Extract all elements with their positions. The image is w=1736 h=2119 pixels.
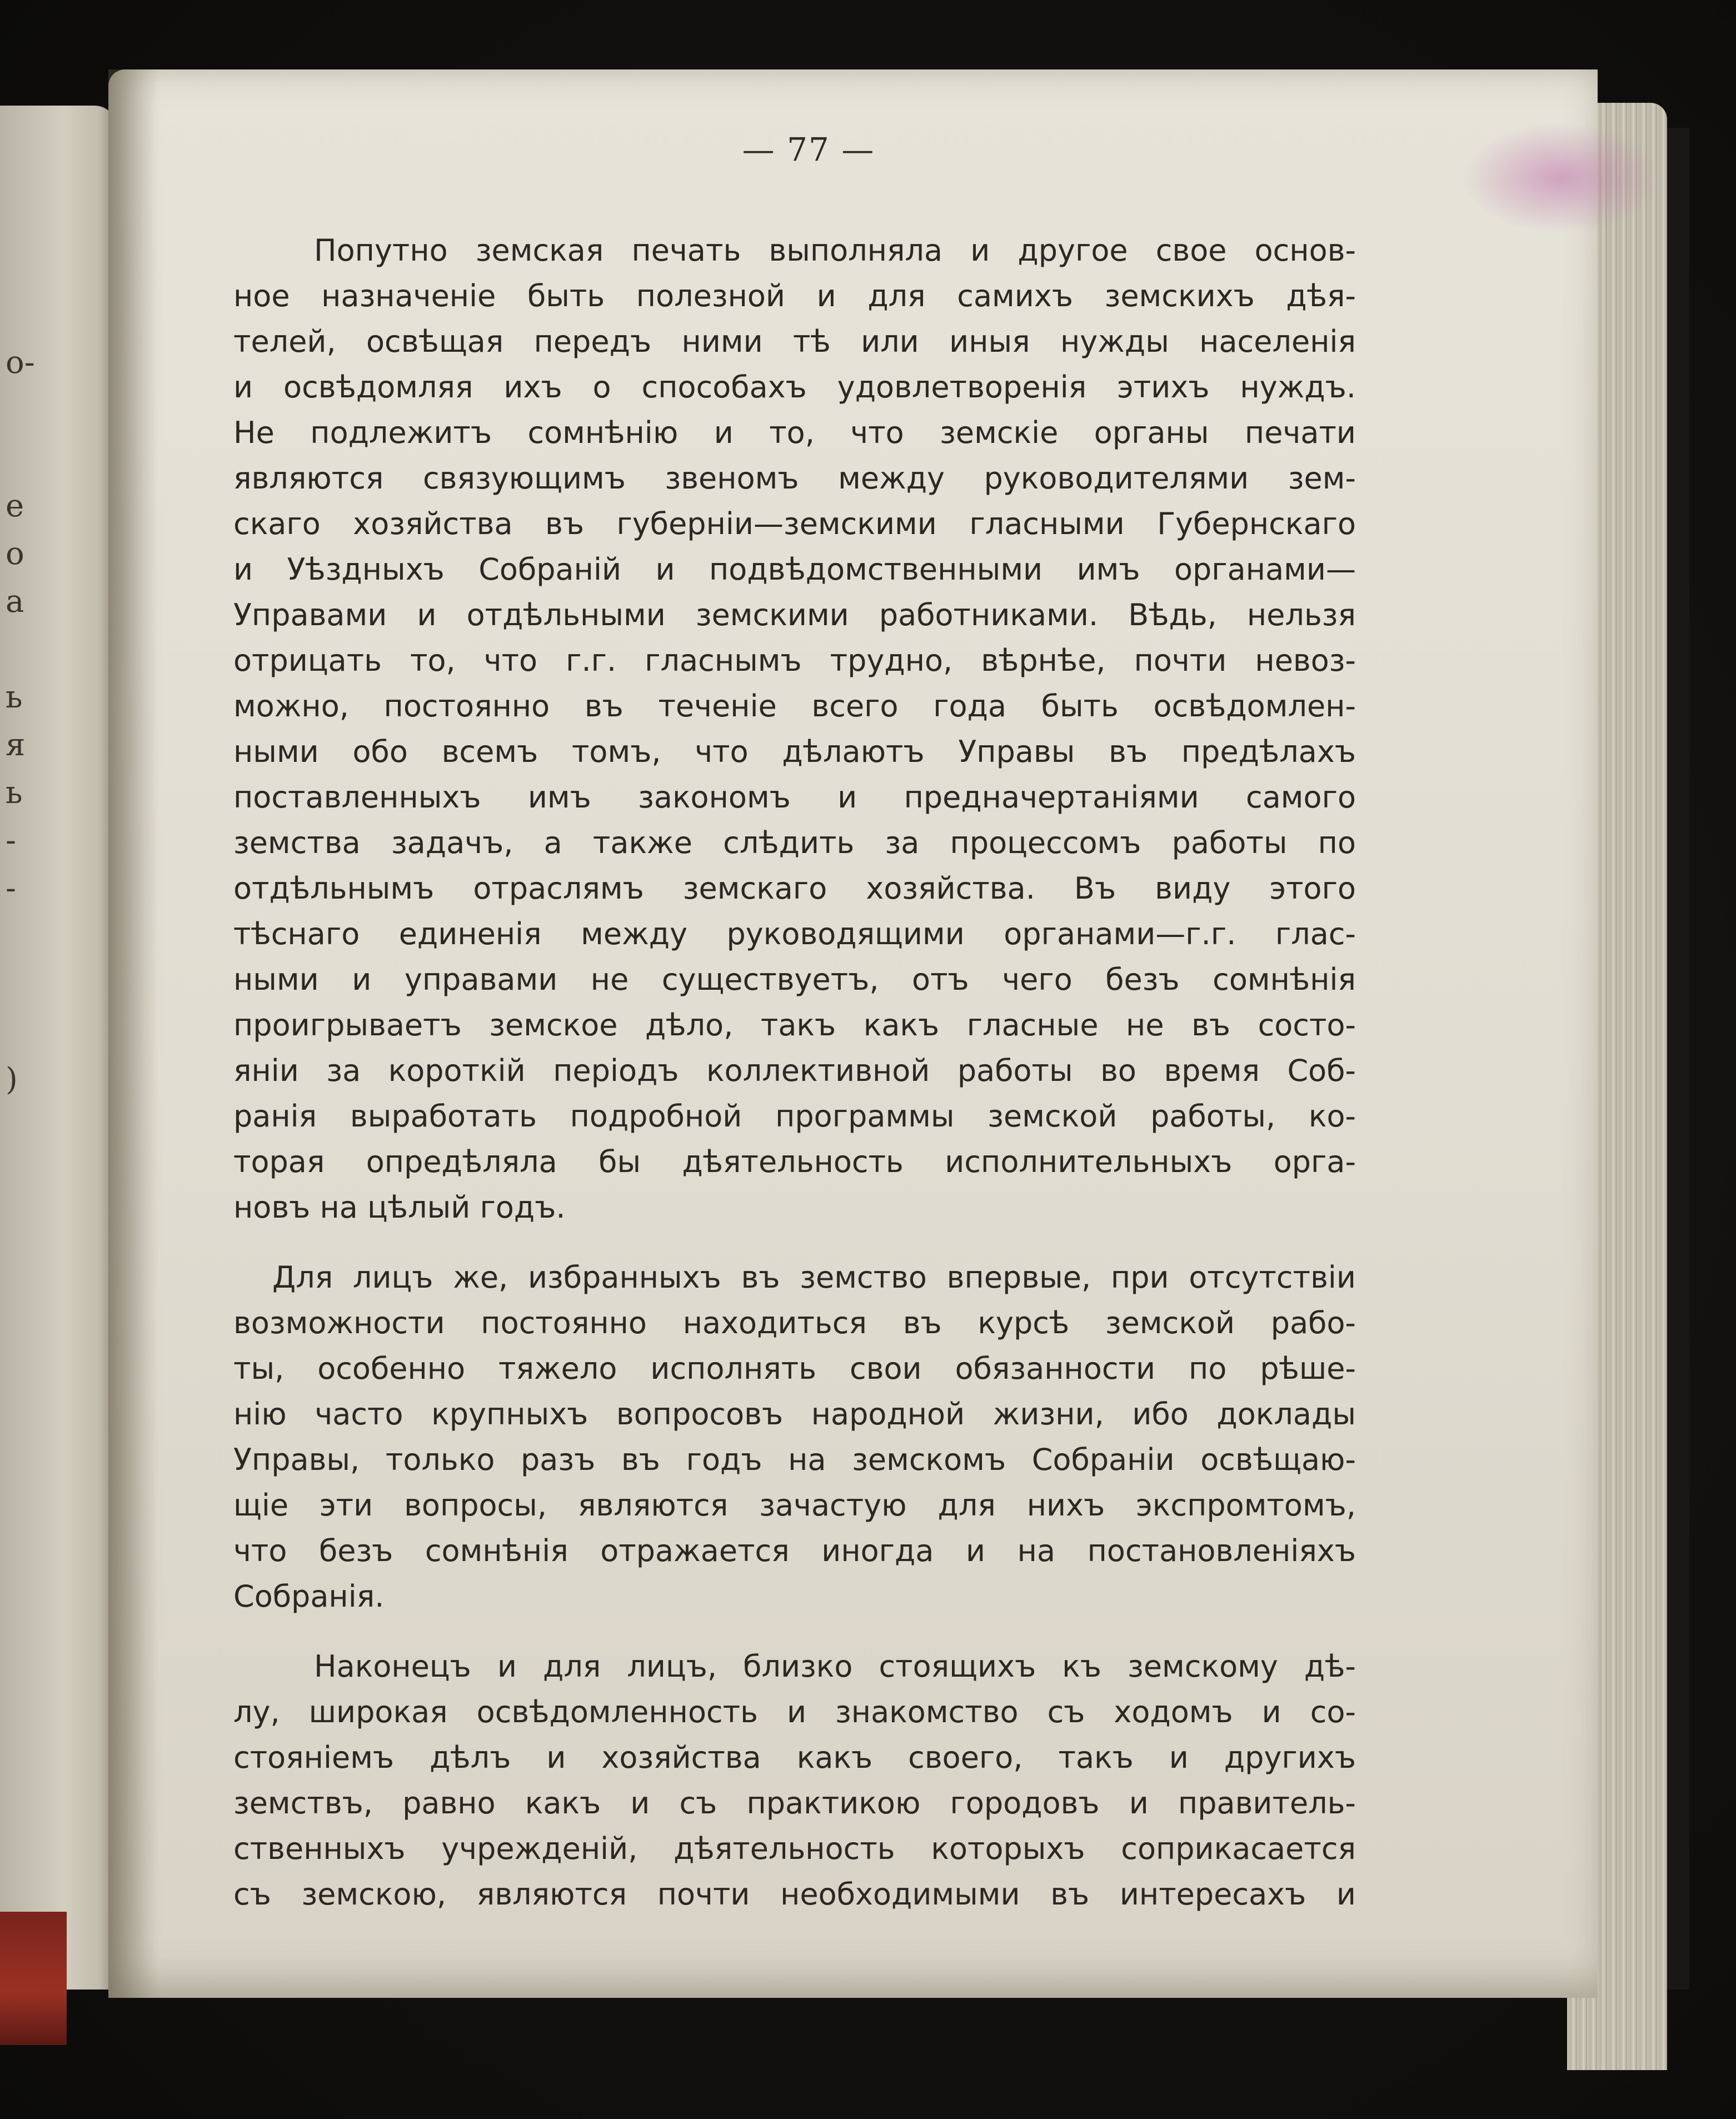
paragraph-1 (233, 228, 1356, 1230)
text-line: проигрываетъ земское дѣло, такъ какъ гласные не въ состо- (233, 1008, 1356, 1043)
fragment-line (6, 626, 106, 674)
fragment-line (6, 435, 106, 482)
text-line: телей, освѣщая передъ ними тѣ или иныя нужды населенія (233, 324, 1356, 359)
text-line: являются связующимъ звеномъ между руководителями зем- (233, 461, 1356, 496)
gutter-shadow (108, 69, 158, 1998)
text-line: и Уѣздныхъ Собраній и подвѣдомственными имъ органами— (233, 552, 1356, 587)
text-line: щіе эти вопросы, являются зачастую для нихъ экспромтомъ, (233, 1488, 1356, 1523)
text-line: съ земскою, являются почти необходимыми въ интересахъ и (233, 1877, 1356, 1912)
text-line: тѣснаго единенія между руководящими органами—г.г. глас- (233, 916, 1356, 951)
body-text (233, 228, 1356, 1917)
text-line: нію часто крупныхъ вопросовъ народной жизни, ибо доклады (233, 1397, 1356, 1432)
fragment-line: ) (6, 1061, 18, 1098)
text-line: торая опредѣляла бы дѣятельность исполнительныхъ орга- (233, 1144, 1356, 1179)
text-line: скаго хозяйства въ губерніи—земскими гласными Губернскаго (233, 506, 1356, 541)
page-number: — 77 — (742, 131, 875, 168)
fragment-line: а (6, 584, 24, 620)
text-line: яніи за короткій періодъ коллективной работы во время Соб- (233, 1053, 1356, 1088)
text-line: ными обо всемъ томъ, что дѣлаютъ Управы въ предѣлахъ (233, 734, 1356, 769)
text-line: что безъ сомнѣнія отражается иногда и на постановленіяхъ (233, 1533, 1356, 1568)
fragment-line: о (6, 536, 24, 572)
text-line: возможности постоянно находиться въ курсѣ земской рабо- (233, 1305, 1356, 1340)
text-line: ты, особенно тяжело исполнять свои обязанности по рѣше- (233, 1351, 1356, 1386)
text-line: можно, постоянно въ теченіе всего года быть освѣдомлен- (233, 689, 1356, 724)
text-line: лу, широкая освѣдомленность и знакомство съ ходомъ и со- (233, 1694, 1356, 1729)
fragment-line: ь (6, 775, 23, 811)
text-line: Управами и отдѣльными земскими работниками. Вѣдь, нельзя (233, 597, 1356, 632)
text-line: ственныхъ учрежденій, дѣятельность которыхъ соприкасается (233, 1831, 1356, 1866)
text-line: Для лицъ же, избранныхъ въ земство впервые, при отсутствіи (272, 1260, 1356, 1295)
fragment-line: - (6, 870, 16, 906)
text-line: ранія выработать подробной программы земской работы, ко- (233, 1099, 1356, 1134)
text-line: Попутно земская печать выполняла и другое свое основ- (314, 233, 1356, 268)
fragment-line (6, 1008, 106, 1056)
fragment-line (6, 387, 106, 435)
text-line: Собранія. (233, 1579, 385, 1614)
fragment-line: - (6, 822, 16, 859)
text-line: Управы, только разъ въ годъ на земскомъ Собраніи освѣщаю- (233, 1442, 1356, 1477)
text-line: Наконецъ и для лицъ, близко стоящихъ къ земскому дѣ- (314, 1649, 1356, 1684)
text-line: отрицать то, что г.г. гласнымъ трудно, вѣрнѣе, почти невоз- (233, 643, 1356, 678)
fragment-line (6, 913, 106, 960)
previous-page-text-fragments (6, 339, 106, 1104)
text-line: и освѣдомляя ихъ о способахъ удовлетворенія этихъ нуждъ. (233, 370, 1356, 405)
fragment-line: е (6, 488, 24, 524)
fragment-line: ь (6, 679, 23, 715)
text-line: стояніемъ дѣлъ и хозяйства какъ своего, такъ и другихъ (233, 1740, 1356, 1775)
paragraph-spacer (233, 1230, 1356, 1255)
fragment-line: о- (6, 345, 35, 381)
text-line: ными и управами не существуетъ, отъ чего безъ сомнѣнія (233, 962, 1356, 997)
ink-stamp-mark (1461, 122, 1662, 233)
text-line: ное назначеніе быть полезной и для самихъ земскихъ дѣя- (233, 278, 1356, 313)
previous-page-edge (0, 106, 117, 1990)
paragraph-3 (233, 1644, 1356, 1917)
fragment-line: я (6, 727, 26, 763)
fragment-line (6, 960, 106, 1008)
paragraph-spacer (233, 1619, 1356, 1644)
paragraph-2 (233, 1255, 1356, 1619)
text-line: отдѣльнымъ отраслямъ земскаго хозяйства. Въ виду этого (233, 871, 1356, 906)
binding-shadow (1667, 128, 1689, 1990)
text-line: Не подлежитъ сомнѣнію и то, что земскіе органы печати (233, 415, 1356, 450)
text-line: поставленныхъ имъ закономъ и предначертаніями самого (233, 780, 1356, 815)
book-cover-edge (0, 1912, 67, 2045)
text-line: земства задачъ, а также слѣдить за процессомъ работы по (233, 825, 1356, 860)
text-line: новъ на цѣлый годъ. (233, 1190, 566, 1225)
text-line: земствъ, равно какъ и съ практикою городовъ и правитель- (233, 1786, 1356, 1821)
